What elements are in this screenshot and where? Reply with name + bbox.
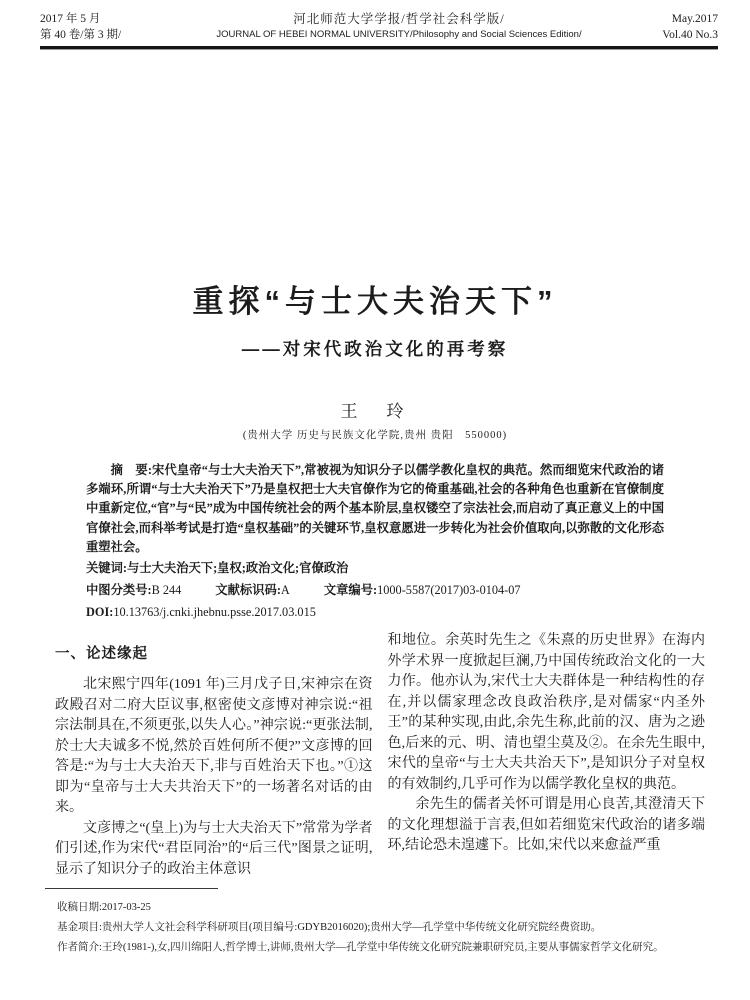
bio-text: 王玲(1981-),女,四川绵阳人,哲学博士,讲师,贵州大学—孔学堂中华传统文化研究院兼职研究员,主要从事儒家哲学文化研究。 <box>101 942 664 953</box>
author-name: 王 玲 <box>340 402 410 421</box>
doc-code-value: A <box>280 583 290 598</box>
section-heading: 一、论述缘起 <box>55 646 148 663</box>
fund-text: 贵州大学人文社会科学科研项目(项目编号:GDYB2016020);贵州大学—孔学堂中华传统文化研究院经费资助。 <box>101 922 602 933</box>
keywords-text: 与士大夫治天下;皇权;政治文化;官僚政治 <box>127 561 349 576</box>
header-issue-info-en <box>608 11 718 43</box>
doi-value: 10.13763/j.cnki.jhebnu.psse.2017.03.015 <box>113 605 316 620</box>
header-rule <box>40 46 718 50</box>
page-header <box>0 0 750 43</box>
journal-title-cn: 河北师范大学学报/哲学社会科学版/ <box>293 12 505 26</box>
meta-block <box>86 461 664 623</box>
article-id-value: 1000-5587(2017)03-0104-07 <box>377 583 521 598</box>
abstract <box>86 461 664 557</box>
paragraph: 和地位。余英时先生之《朱熹的历史世界》在海内外学术界一度掀起巨澜,乃中国传统政治文化的一大力作。他亦认为,宋代士大夫群体是一种结构性的存在,并以儒家理念改良政治秩序,是对儒家“内圣外王”的某种实现,由此,余先生称,此前的汉、唐为之逊色,后来的元、明、清也望尘莫及②。在余先生眼中,宋代的皇帝“与士大夫共治天下”,是知识分子对皇权的有效制约,几乎可作为以儒学教化皇权的典范。 <box>387 633 705 792</box>
article-id-label: 文章编号: <box>323 583 378 598</box>
article-subtitle: ——对宋代政治文化的再考察 <box>241 339 509 359</box>
fund-label: 基金项目: <box>57 922 102 933</box>
right-column <box>388 631 706 880</box>
title-block <box>0 282 750 362</box>
header-issue-info-cn <box>40 11 190 43</box>
keywords-line <box>86 557 664 579</box>
doi-label: DOI: <box>86 605 114 620</box>
paragraph: 北宋熙宁四年(1091 年)三月戊子日,宋神宗在资政殿召对二府大臣议事,枢密使文彦博对神宗说:“祖宗法制具在,不须更张,以失人心。”神宗说:“更张法制,於士大夫诚多不悦,然於百姓何所不便?”文彦博的回答是:“为与士大夫治天下,非与百姓治天下也。”①这即为“皇帝与士大夫共治天下”的一场著名对话的由来。 <box>55 677 373 816</box>
body-columns <box>55 631 705 880</box>
author-affiliation: (贵州大学 历史与民族文化学院,贵州 贵阳 550000) <box>242 430 508 441</box>
header-volume-en: Vol.40 No.3 <box>662 29 718 41</box>
header-volume-cn: 第 40 卷/第 3 期/ <box>40 29 122 41</box>
footnote-fund <box>45 918 707 938</box>
abstract-label: 摘 要: <box>110 463 152 477</box>
classification-line <box>86 579 664 601</box>
header-date-cn: 2017 年 5 月 <box>40 13 101 25</box>
footnote-bio <box>45 938 707 958</box>
footnote-divider <box>45 888 218 889</box>
journal-title-block <box>190 11 608 42</box>
abstract-text: 宋代皇帝“与士大夫治天下”,常被视为知识分子以儒学教化皇权的典范。然而细览宋代政治的诸多端环,所谓“与士大夫治天下”乃是皇权把士大夫官僚作为它的倚重基础,社会的各种角色也重新在官僚制度中重新定位,“官”与“民”成为中国传统社会的两个基本阶层,皇权镂空了宗法社会,而启动了真正意义上的中国官僚社会,而科举考试是打造“皇权基础”的关键环节,皇权意愿进一步转化为社会价值取向,以弥散的文化形态重塑社会。 <box>86 463 664 554</box>
header-date-en: May.2017 <box>671 13 718 25</box>
footnote-received <box>45 898 707 918</box>
bio-label: 作者简介: <box>57 942 102 953</box>
journal-title-en: JOURNAL OF HEBEI NORMAL UNIVERSITY/Philosophy and Social Sciences Edition/ <box>216 29 582 40</box>
keywords-label: 关键词: <box>86 561 127 576</box>
left-column <box>55 631 373 880</box>
paragraph: 余先生的儒者关怀可谓是用心良苦,其澄清天下的文化理想溢于言表,但如若细览宋代政治的诸多端环,结论恐未遑遽下。比如,宋代以来愈益严重 <box>387 797 705 854</box>
received-date: 2017-03-25 <box>101 902 151 913</box>
clc-value: B 244 <box>151 583 182 598</box>
footnote-block <box>45 888 707 958</box>
doi-line <box>86 601 664 623</box>
article-title: 重探“与士大夫治天下” <box>192 284 558 319</box>
paragraph: 文彦博之“(皇上)为与士大夫治天下”常常为学者们引述,作为宋代“君臣同治”的“后三代”图景之证明,显示了知识分子的政治主体意识 <box>55 820 373 877</box>
clc-label: 中图分类号: <box>86 583 152 598</box>
received-label: 收稿日期: <box>57 902 102 913</box>
doc-code-label: 文献标识码: <box>215 583 281 598</box>
